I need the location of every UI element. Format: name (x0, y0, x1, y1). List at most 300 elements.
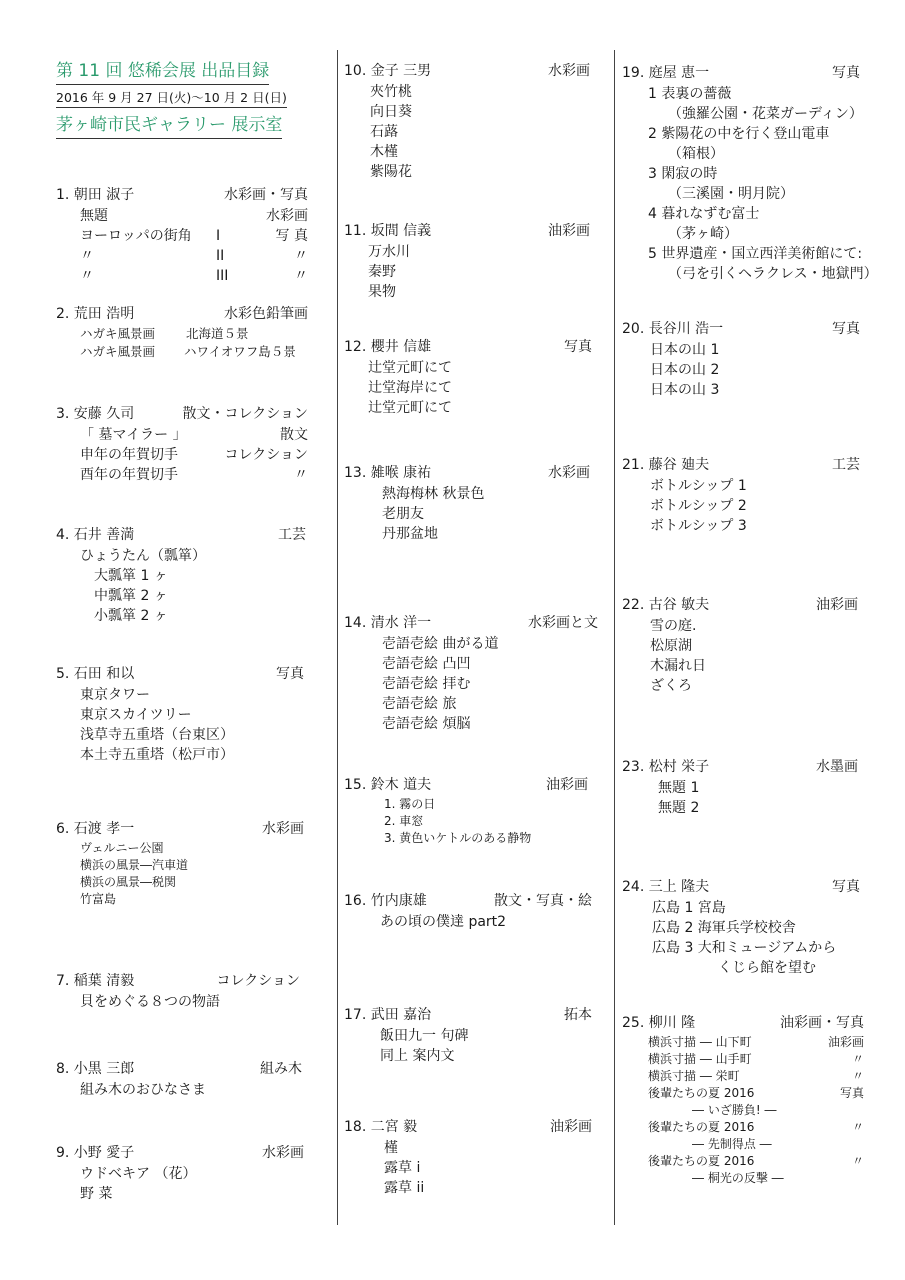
artwork-item (622, 1068, 864, 1085)
artwork-title: 飯田九一 句碑 (380, 1028, 469, 1044)
artwork-title: 日本の山 3 (650, 382, 720, 398)
artwork-title: 〃 (80, 248, 94, 264)
artwork-category: 油彩画 (546, 777, 588, 793)
artwork-title: 広島 2 海軍兵学校校舎 (652, 920, 796, 936)
artwork-title: ボトルシップ 2 (650, 498, 747, 514)
catalog-entry (622, 756, 858, 818)
column-divider-2 (614, 50, 615, 1225)
artist-name: 1. 朝田 淑子 (56, 187, 135, 203)
artwork-item (622, 224, 860, 244)
artwork-category: 写真 (832, 65, 860, 81)
artist-name: 24. 三上 隆夫 (622, 879, 710, 895)
artwork-medium: 散文 (280, 427, 308, 443)
entry-header (344, 612, 598, 634)
catalog-entry (344, 890, 592, 932)
artwork-title: ― 桐光の反撃 ― (692, 1171, 784, 1185)
artwork-medium: 写真 (839, 1086, 864, 1100)
entry-header (56, 1058, 302, 1080)
artwork-medium: 水彩画 (266, 208, 308, 224)
artwork-item (622, 164, 860, 184)
artwork-medium: 〃 (294, 248, 308, 264)
artwork-title: 日本の山 1 (650, 342, 720, 358)
artwork-item (344, 262, 590, 282)
artwork-title: 丹那盆地 (382, 526, 438, 542)
entry-header (344, 336, 592, 358)
artwork-category: 写真 (832, 321, 860, 337)
artwork-category: 散文・コレクション (182, 406, 308, 422)
artwork-title: 後輩たちの夏 2016 (648, 1154, 755, 1168)
artwork-title: 東京スカイツリー (80, 707, 192, 723)
artwork-item (56, 226, 308, 246)
artwork-item (622, 340, 860, 360)
artwork-item (344, 82, 590, 102)
entry-header (344, 1004, 592, 1026)
catalog-entry (344, 462, 590, 544)
catalog-entry (622, 594, 858, 696)
entry-header (622, 594, 858, 616)
artwork-medium: コレクション (224, 447, 308, 463)
artwork-title: 広島 1 宮島 (652, 900, 726, 916)
artwork-title: 壱語壱絵 凸凹 (382, 656, 471, 672)
artwork-title: 熱海梅林 秋景色 (382, 486, 485, 502)
artwork-item (56, 705, 304, 725)
artwork-medium: 〃 (851, 1069, 864, 1083)
artwork-category: 写真 (564, 339, 592, 355)
artwork-category: 水彩画 (262, 821, 304, 837)
artwork-item (622, 798, 858, 818)
artwork-item (56, 343, 308, 361)
catalog-entry (56, 403, 308, 485)
artwork-title: ヨーロッパの街角 (80, 228, 192, 244)
artwork-category: 水彩色鉛筆画 (224, 306, 308, 322)
artwork-title: 野 菜 (80, 1186, 113, 1202)
artwork-category: 水彩画 (548, 63, 590, 79)
artwork-category: コレクション (216, 973, 300, 989)
artist-name: 12. 櫻井 信雄 (344, 339, 432, 355)
artwork-item (622, 104, 863, 124)
artwork-subtitle: 北海道５景 (186, 326, 249, 341)
artwork-item (622, 958, 860, 978)
artwork-item (622, 204, 860, 224)
artwork-item (56, 891, 304, 908)
artist-name: 11. 坂間 信義 (344, 223, 432, 239)
artwork-item (622, 244, 863, 264)
artist-name: 6. 石渡 孝一 (56, 821, 135, 837)
artist-name: 23. 松村 栄子 (622, 759, 710, 775)
catalog-header (56, 60, 312, 139)
artwork-title: （弓を引くヘラクレス・地獄門） (668, 266, 878, 282)
artwork-title: 槿 (384, 1140, 398, 1156)
artwork-item (622, 898, 860, 918)
catalog-entry (344, 612, 598, 734)
artwork-item (622, 918, 860, 938)
artwork-category: 水墨画 (816, 759, 858, 775)
artwork-title: 雪の庭. (650, 618, 697, 634)
catalog-entry (344, 60, 590, 182)
artist-name: 7. 稲葉 清毅 (56, 973, 135, 989)
artwork-category: 散文・写真・絵 (494, 893, 592, 909)
catalog-entry (344, 1116, 592, 1198)
artwork-item (344, 830, 588, 847)
artwork-item (344, 358, 592, 378)
artwork-item (622, 1170, 864, 1187)
artist-name: 3. 安藤 久司 (56, 406, 135, 422)
artwork-title: 露草 ii (384, 1180, 425, 1196)
entry-header (344, 60, 590, 82)
catalog-entry (56, 184, 308, 286)
artist-name: 14. 清水 洋一 (344, 615, 432, 631)
catalog-entry (622, 876, 860, 978)
artwork-title: 老朋友 (382, 506, 424, 522)
artwork-item (344, 694, 598, 714)
artwork-item (56, 425, 308, 445)
artwork-item (622, 1051, 864, 1068)
artwork-title: 組み木のおひなさま (80, 1082, 206, 1098)
artwork-title: くじら館を望む (718, 960, 816, 976)
catalog-entry (344, 336, 592, 418)
artwork-title: （茅ヶ崎） (668, 226, 738, 242)
artwork-item (344, 1178, 592, 1198)
artwork-item (344, 242, 590, 262)
artwork-item (56, 586, 306, 606)
artwork-item (344, 504, 590, 524)
artwork-item (344, 654, 598, 674)
artwork-item (622, 360, 860, 380)
artwork-item (344, 378, 592, 398)
artwork-item (56, 992, 300, 1012)
artwork-item (344, 1158, 592, 1178)
entry-header (344, 1116, 592, 1138)
catalog-entry (56, 1142, 304, 1204)
catalog-entry (56, 970, 300, 1012)
artwork-title: 1. 霧の日 (384, 797, 436, 811)
catalog-entry (622, 454, 860, 536)
artwork-item (56, 325, 308, 343)
artwork-title: （三溪園・明月院） (668, 186, 794, 202)
artist-name: 17. 武田 嘉治 (344, 1007, 432, 1023)
artwork-title: 秦野 (368, 264, 396, 280)
artwork-item (56, 566, 306, 586)
artwork-title: 木漏れ日 (650, 658, 706, 674)
artwork-item (622, 1136, 864, 1153)
artwork-item (344, 122, 590, 142)
artwork-title: ハガキ風景画 (80, 344, 156, 359)
artwork-title: 果物 (368, 284, 396, 300)
artwork-title: 東京タワー (80, 687, 150, 703)
artwork-item (56, 606, 306, 626)
artwork-category: 油彩画・写真 (780, 1015, 864, 1031)
entry-header (344, 890, 592, 912)
artwork-title: 横浜寸描 ― 山下町 (648, 1035, 752, 1049)
artwork-title: ボトルシップ 3 (650, 518, 747, 534)
exhibition-venue: 茅ヶ崎市民ギャラリー 展示室 (56, 114, 282, 139)
artwork-item (622, 264, 878, 284)
artwork-category: 写真 (832, 879, 860, 895)
artwork-title: 横浜寸描 ― 栄町 (648, 1069, 740, 1083)
artwork-title: 3. 黄色いケトルのある静物 (384, 831, 532, 845)
artist-name: 5. 石田 和以 (56, 666, 135, 682)
artwork-title: 貝をめぐる８つの物語 (80, 994, 220, 1010)
artwork-item (622, 380, 860, 400)
artwork-category: 水彩画 (548, 465, 590, 481)
artist-name: 4. 石井 善満 (56, 527, 135, 543)
artwork-title: 中瓢箪 2 ヶ (94, 588, 168, 604)
artwork-category: 工芸 (278, 527, 306, 543)
artwork-item (622, 124, 860, 144)
artwork-title: 辻堂元町にて (368, 400, 452, 416)
artist-name: 25. 柳川 隆 (622, 1015, 696, 1031)
artwork-title: 松原湖 (650, 638, 692, 654)
artist-name: 8. 小黒 三郎 (56, 1061, 135, 1077)
entry-header (622, 876, 860, 898)
artwork-title: 浅草寺五重塔（台東区） (80, 727, 234, 743)
artwork-item (56, 206, 308, 226)
artwork-item (622, 656, 858, 676)
artwork-title: 日本の山 2 (650, 362, 720, 378)
artwork-category: 水彩画と文 (528, 615, 598, 631)
artwork-item (622, 476, 860, 496)
artist-name: 15. 鈴木 道夫 (344, 777, 432, 793)
artwork-medium: 油彩画 (827, 1035, 864, 1049)
artwork-item (344, 912, 592, 932)
artwork-item (56, 1184, 304, 1204)
artist-name: 19. 庭屋 恵一 (622, 65, 710, 81)
artwork-title: 無題 2 (658, 800, 700, 816)
artwork-item (56, 685, 304, 705)
artist-name: 16. 竹内康雄 (344, 893, 427, 909)
artwork-title: 夾竹桃 (370, 84, 412, 100)
artwork-title: 辻堂元町にて (368, 360, 452, 376)
entry-header (622, 318, 860, 340)
artist-name: 18. 二宮 毅 (344, 1119, 418, 1135)
artwork-medium: 〃 (851, 1052, 864, 1066)
entry-header (56, 663, 304, 685)
artwork-title: 2. 車窓 (384, 814, 424, 828)
artwork-item (56, 465, 308, 485)
artwork-subtitle: III (216, 268, 229, 284)
artwork-item (56, 874, 304, 891)
artwork-title: 辻堂海岸にて (368, 380, 452, 396)
artwork-item (622, 516, 860, 536)
artwork-title: 壱語壱絵 曲がる道 (382, 636, 499, 652)
artwork-title: 小瓢箪 2 ヶ (94, 608, 168, 624)
artwork-item (344, 1026, 592, 1046)
artwork-item (622, 636, 858, 656)
artwork-item (622, 1102, 864, 1119)
artwork-title: ハガキ風景画 (80, 326, 156, 341)
artwork-category: 水彩画・写真 (224, 187, 308, 203)
artwork-title: （箱根） (668, 146, 724, 162)
artwork-category: 組み木 (260, 1061, 302, 1077)
artwork-item (344, 524, 590, 544)
artwork-item (344, 634, 598, 654)
artwork-title: ― 先制得点 ― (692, 1137, 772, 1151)
artwork-item (622, 1034, 864, 1051)
artist-name: 10. 金子 三男 (344, 63, 432, 79)
artwork-title: 5 世界遺産・国立西洋美術館にて: (648, 246, 863, 262)
entry-header (56, 184, 308, 206)
artwork-title: 壱語壱絵 拝む (382, 676, 471, 692)
artwork-item (622, 84, 860, 104)
catalog-entry (56, 663, 304, 765)
artwork-medium: 〃 (294, 467, 308, 483)
artwork-title: 大瓢箪 1 ヶ (94, 568, 168, 584)
artwork-title: ボトルシップ 1 (650, 478, 747, 494)
artwork-item (344, 282, 590, 302)
artwork-category: 水彩画 (262, 1145, 304, 1161)
artwork-item (56, 725, 304, 745)
artwork-title: 向日葵 (370, 104, 412, 120)
artwork-title: 「 墓マイラー 」 (80, 427, 187, 443)
artwork-item (56, 840, 304, 857)
artwork-item (56, 266, 308, 286)
artwork-item (56, 546, 306, 566)
catalog-title: 第 11 回 悠稀会展 出品目録 (56, 60, 269, 85)
catalog-entry (344, 1004, 592, 1066)
artwork-category: 油彩画 (550, 1119, 592, 1135)
entry-header (622, 1012, 864, 1034)
entry-header (56, 1142, 304, 1164)
artwork-item (56, 857, 304, 874)
artwork-subtitle: II (216, 248, 225, 264)
entry-header (344, 462, 590, 484)
artwork-item (622, 676, 858, 696)
artwork-medium: 〃 (851, 1120, 864, 1134)
catalog-entry (344, 220, 590, 302)
artwork-title: 万水川 (368, 244, 410, 260)
artwork-subtitle: ハワイオワフ島５景 (184, 344, 296, 359)
entry-header (56, 524, 306, 546)
entry-header (622, 62, 860, 84)
column-divider-1 (337, 50, 338, 1225)
catalog-entry (56, 818, 304, 908)
artwork-title: ヴェルニー公園 (80, 841, 164, 855)
artwork-title: 横浜の風景―汽車道 (80, 858, 189, 872)
artist-name: 2. 荒田 浩明 (56, 306, 135, 322)
entry-header (622, 756, 858, 778)
artwork-title: 〃 (80, 268, 94, 284)
artist-name: 13. 雑喉 康祐 (344, 465, 432, 481)
entry-header (622, 454, 860, 476)
artwork-category: 油彩画 (548, 223, 590, 239)
artwork-item (56, 246, 308, 266)
artwork-title: 酉年の年賀切手 (80, 467, 178, 483)
artwork-category: 写真 (276, 666, 304, 682)
artwork-item (622, 938, 860, 958)
artwork-title: 無題 1 (658, 780, 700, 796)
artwork-item (344, 162, 590, 182)
catalog-entry (344, 774, 588, 847)
artwork-category: 工芸 (832, 457, 860, 473)
entry-header (56, 970, 300, 992)
artwork-title: 石蕗 (370, 124, 398, 140)
catalog-entry (622, 62, 878, 284)
artist-name: 22. 古谷 敏夫 (622, 597, 710, 613)
artwork-title: あの頃の僕達 part2 (380, 914, 507, 930)
entry-header (56, 818, 304, 840)
artwork-title: 紫陽花 (370, 164, 412, 180)
artwork-item (56, 445, 308, 465)
artwork-item (622, 184, 860, 204)
artwork-title: 2 紫陽花の中を行く登山電車 (648, 126, 830, 142)
catalog-entry (56, 1058, 302, 1100)
artwork-title: 露草 i (384, 1160, 421, 1176)
artwork-title: 横浜の風景―税関 (80, 875, 177, 889)
artwork-item (622, 1119, 864, 1136)
artwork-category: 拓本 (564, 1007, 592, 1023)
entry-header (344, 220, 590, 242)
artwork-title: 申年の年賀切手 (80, 447, 178, 463)
artwork-title: ざくろ (650, 678, 692, 694)
artwork-item (56, 745, 304, 765)
artwork-item (344, 674, 598, 694)
entry-header (56, 303, 308, 325)
artwork-category: 油彩画 (816, 597, 858, 613)
artwork-item (344, 102, 590, 122)
artwork-title: 4 暮れなずむ富士 (648, 206, 760, 222)
artwork-title: ウドベキア （花） (80, 1166, 197, 1182)
artwork-title: 後輩たちの夏 2016 (648, 1086, 755, 1100)
catalog-entry (622, 1012, 864, 1187)
artwork-title: 壱語壱絵 煩脳 (382, 716, 471, 732)
artwork-title: 広島 3 大和ミュージアムから (652, 940, 837, 956)
artist-name: 9. 小野 愛子 (56, 1145, 135, 1161)
artwork-item (344, 398, 592, 418)
artwork-medium: 〃 (294, 268, 308, 284)
artwork-item (56, 1164, 304, 1184)
artist-name: 20. 長谷川 浩一 (622, 321, 724, 337)
artwork-title: （強羅公園・花菜ガーディン） (668, 106, 863, 122)
artwork-title: 横浜寸描 ― 山手町 (648, 1052, 752, 1066)
catalog-entry (56, 303, 308, 361)
artwork-item (622, 1085, 864, 1102)
artwork-item (344, 1046, 592, 1066)
artwork-title: 壱語壱絵 旅 (382, 696, 457, 712)
artwork-item (344, 1138, 592, 1158)
artwork-item (622, 144, 860, 164)
artwork-title: 同上 案内文 (380, 1048, 455, 1064)
artwork-item (344, 796, 588, 813)
catalog-entry (56, 524, 306, 626)
artwork-title: 1 表裏の薔薇 (648, 86, 732, 102)
artwork-item (344, 813, 588, 830)
artwork-title: 竹富島 (80, 892, 117, 906)
artist-name: 21. 藤谷 廸夫 (622, 457, 710, 473)
artwork-item (622, 496, 860, 516)
artwork-item (344, 142, 590, 162)
artwork-title: ― いざ勝負! ― (692, 1103, 777, 1117)
catalog-entry (622, 318, 860, 400)
artwork-title: 3 閑寂の時 (648, 166, 718, 182)
artwork-title: 木槿 (370, 144, 398, 160)
entry-header (344, 774, 588, 796)
artwork-medium: 写 真 (275, 228, 308, 244)
artwork-title: ひょうたん（瓢箪） (80, 548, 206, 564)
artwork-title: 本土寺五重塔（松戸市） (80, 747, 234, 763)
artwork-title: 後輩たちの夏 2016 (648, 1120, 755, 1134)
artwork-subtitle: I (216, 228, 221, 244)
artwork-item (622, 616, 858, 636)
artwork-item (344, 714, 598, 734)
artwork-item (344, 484, 590, 504)
artwork-medium: 〃 (851, 1154, 864, 1168)
artwork-item (622, 1153, 864, 1170)
exhibition-dates: 2016 年 9 月 27 日(火)～10 月 2 日(日) (56, 89, 287, 108)
artwork-item (56, 1080, 302, 1100)
artwork-title: 無題 (80, 208, 108, 224)
entry-header (56, 403, 308, 425)
artwork-item (622, 778, 858, 798)
